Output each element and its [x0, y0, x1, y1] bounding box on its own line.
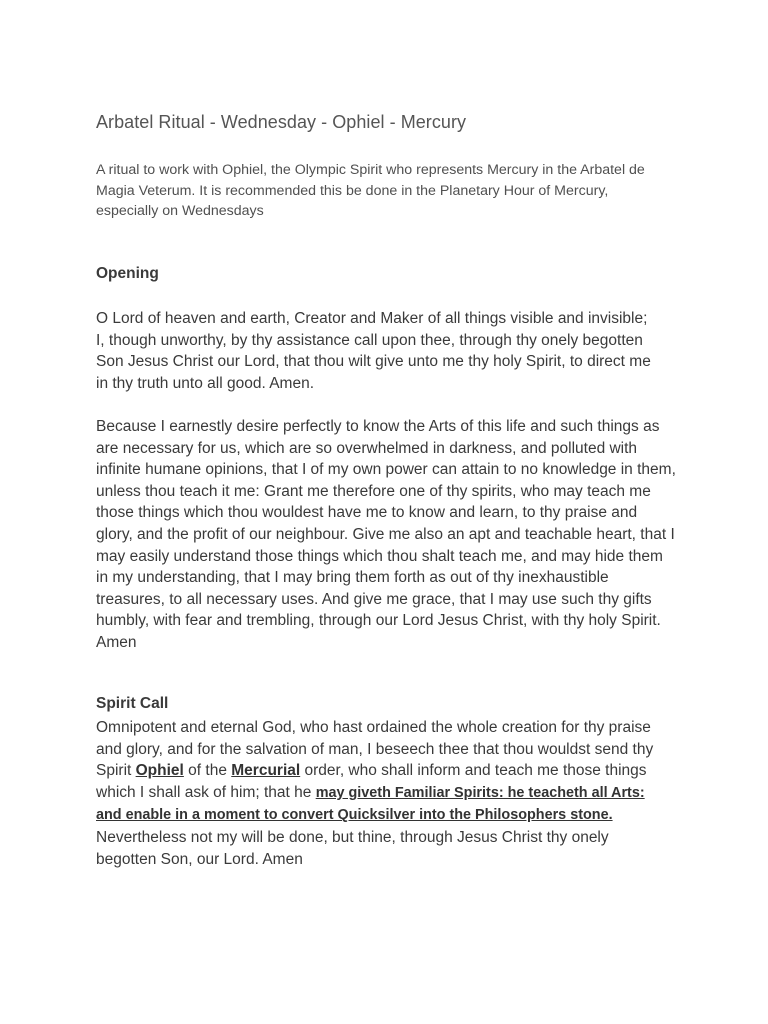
spirit-call-text-4: Nevertheless not my will be done, but thine, through Jesus Christ thy onely begotten Son, our Lord. Amen: [96, 828, 609, 868]
opening-paragraph-1: O Lord of heaven and earth, Creator and Maker of all things visible and invisible; I, though unworthy, by thy assistance call upon thee, through thy onely begotten Son Jesus Christ our Lord, that thou wilt give unto me thy holy Spirit, to direct me in thy truth unto all good. Amen.: [96, 310, 651, 392]
spirit-powers-emphasis: may giveth Familiar Spirits: he teacheth all Arts: and enable in a moment to convert Quicksilver into the Philosophers stone.: [96, 784, 645, 824]
spirit-name: Ophiel: [135, 762, 184, 780]
opening-heading: Opening: [96, 265, 159, 282]
order-name: Mercurial: [231, 762, 301, 780]
document-title: Arbatel Ritual - Wednesday - Ophiel - Mercury: [96, 112, 467, 132]
spirit-call-text-2: of the: [183, 762, 232, 780]
opening-paragraph-2: Because I earnestly desire perfectly to know the Arts of this life and such things as are necessary for us, which are so overwhelmed in darkness, and polluted with infinite humane opinions, that I of my own power can attain to no knowledge in them, unless thou teach it me: Grant me therefore one of thy spirits, who may teach me those things which thou wouldest have me to know and learn, to thy praise and glory, and the profit of our neighbour. Give me also an apt and teachable heart, that I may easily understand those things which thou shalt teach me, and may hide them in my understanding, that I may bring them forth as out of thy inexhaustible treasures, to all necessary uses. And give me grace, that I may use such thy gifts humbly, with fear and trembling, through our Lord Jesus Christ, with thy holy Spirit. Amen: [96, 418, 676, 651]
spirit-call-text-1: Omnipotent and eternal God, who hast ordained the whole creation for thy praise and glory, and for the salvation of man, I beseech thee that thou wouldst send thy Spirit: [96, 719, 654, 780]
spirit-call-text-3: order, who shall inform and teach me those things which I shall ask of him; that he: [96, 762, 647, 801]
spirit-call-heading: Spirit Call: [96, 695, 169, 712]
spirit-call-paragraph: [96, 717, 668, 870]
intro-paragraph: A ritual to work with Ophiel, the Olympic Spirit who represents Mercury in the Arbatel de Magia Veterum. It is recommended this be done in the Planetary Hour of Mercury, especially on Wednesdays: [96, 162, 645, 219]
